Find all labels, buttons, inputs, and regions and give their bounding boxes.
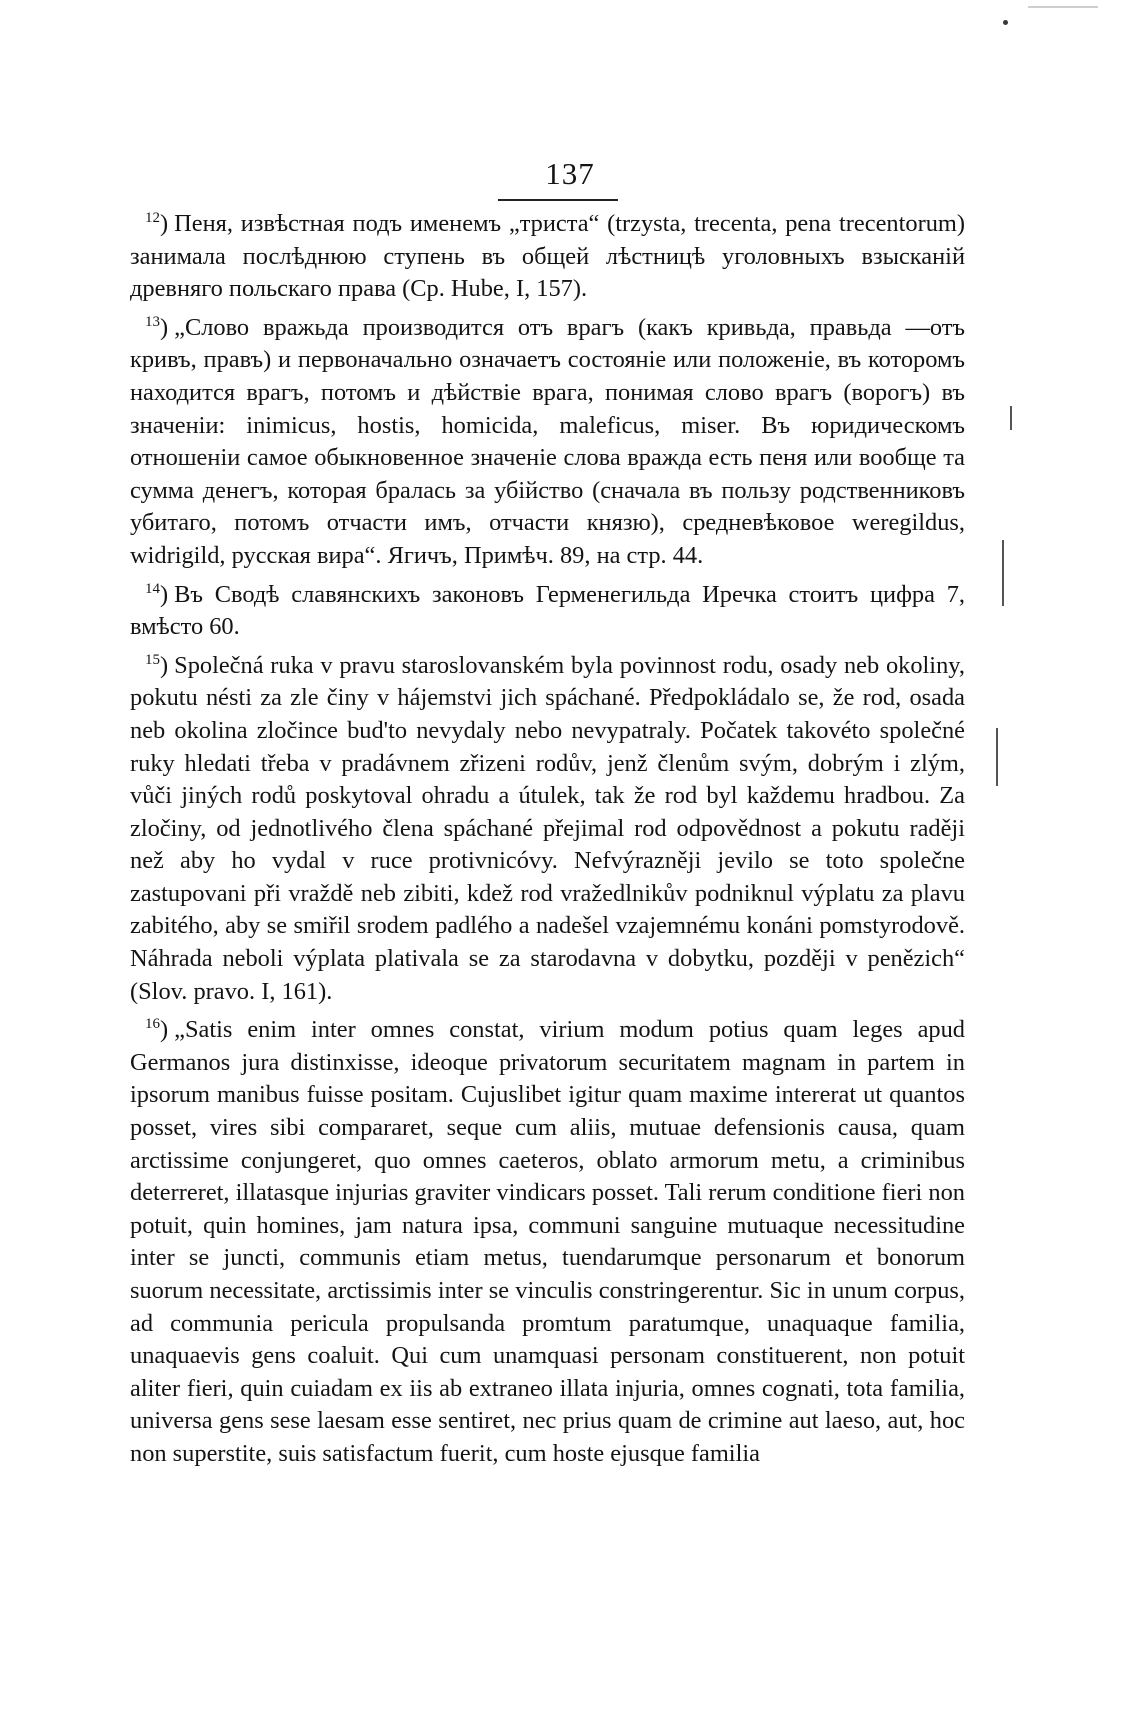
footnote-text: Пеня, извѣстная подъ именемъ „триста“ (trzysta, trecenta, pena trecentorum) занимала послѣднюю ступень въ общей лѣстницѣ уголовныхъ взысканій древняго польскаго права (Ср. Hube, I, 157). bbox=[130, 210, 965, 303]
footnote-text: „Satis enim inter omnes constat, virium modum potius quam leges apud Germanos jura distinxisse, ideoque privatorum securitatem magnam in partem in ipsorum manibus fuisse positam. Cujuslibet igitur quam maxime intererat ut quantos posset, vires sibi compararet, seque cum aliis, mutuae defensionis causa, quam arctissime conjungeret, quo omnes caeteros, oblato armorum metu, a criminibus deterreret, illatasque injurias graviter vindicars posset. Tali rerum conditione fieri non potuit, quin homines, jam natura ipsa, communi sanguine mutuaque necessitudine inter se juncti, communis etiam metus, tuendarumque personarum et bonorum suorum necessitate, arctissimis inter se vinculis constringerentur. Sic in unum corpus, ad communia pericula propulsanda promtum paratumque, unaquaque familia, unaquaevis gens coaluit. Qui cum unamquasi personam constituerent, non potuit aliter fieri, quin cuiadam ex iis ab extraneo illata injuria, omnes cognati, tota familia, universa gens sese laesam esse sentiret, nec prius quam de crimine aut laeso, aut, hoc non superstite, suis satisfactum fuerit, cum hoste ejusque familia bbox=[130, 1016, 965, 1467]
footnote-number: 15 bbox=[145, 651, 160, 668]
footnote-text: Společná ruka v pravu staroslovanském byla povinnost rodu, osady neb okoliny, pokutu nésti za zle činy v hájemstvi jich spáchané. Předpokládalo se, že rod, osada neb okolina zločince bud'to nevydaly nebo nevypatraly. Počatek takovéto společné ruky hledati třeba v pradávnem zřizeni rodův, jenž členům svým, dobrým i zlým, vůči jiných rodů poskytoval ohradu a útulek, tak že rod byl každemu hradbou. Za zločiny, od jednotlivého člena spáchané přejimal rod odpovědnost a pokutu raději než aby ho vydal v ruce protivnicóvy. Nefvýrazněji jevilo se toto společne zastupovani při vraždě neb zibiti, kdež rod vražedlnikův podniknul výplatu za plavu zabitého, aby se smiřil srodem padlého a nadešel vzajemnému konáni pomstyrodově. Náhrada neboli výplata plativala se za starodavna v dobytku, později v penězich“ (Slov. pravo. I, 161). bbox=[130, 651, 965, 1005]
margin-line-mark bbox=[996, 728, 998, 786]
page-number-rule bbox=[498, 199, 618, 201]
footnote-16: $^{16}$) „Satis enim inter omnes constat, virium modum potius quam leges apud Germanos jura distinxisse, ideoque privatorum securitatem magnam in partem in ipsorum manibus fuisse positam. Cujuslibet igitur quam maxime intererat ut quantos posset, vires sibi compararet, seque cum aliis, mutuae defensionis causa, quam arctissime conjungeret, quo omnes caeteros, oblato armorum metu, a criminibus deterreret, illatasque injurias graviter vindicars posset. Tali rerum conditione fieri non potuit, quin homines, jam natura ipsa, communi sanguine mutuaque necessitudine inter se juncti, communis etiam metus, tuendarumque personarum et bonorum suorum necessitate, arctissimis inter se vinculis constringerentur. Sic in unum corpus, ad communia pericula propulsanda promtum paratumque, unaquaque familia, unaquaevis gens coaluit. Qui cum unamquasi personam constituerent, non potuit aliter fieri, quin cuiadam ex iis ab extraneo illata injuria, omnes cognati, tota familia, universa gens sese laesam esse sentiret, nec prius quam de crimine aut laeso, aut, hoc non superstite, suis satisfactum fuerit, cum hoste ejusque familia bbox=[130, 1016, 965, 1467]
footnote-text: Въ Сводѣ славянскихъ законовъ Герменегильда Иречка стоитъ цифра 7, вмѣсто 60. bbox=[130, 580, 965, 641]
footnote-number: 12 bbox=[145, 210, 160, 226]
footnote-number: 13 bbox=[145, 313, 160, 330]
footnote-12: $^{12}$) Пеня, извѣстная подъ именемъ „триста“ (trzysta, trecenta, pena trecentorum) занимала послѣднюю ступень въ общей лѣстницѣ уголовныхъ взысканій древняго польскаго права (Ср. Hube, I, 157). bbox=[130, 210, 965, 303]
scan-edge-line bbox=[1028, 6, 1098, 8]
margin-line-mark bbox=[1010, 406, 1012, 430]
footnote-number: 16 bbox=[145, 1016, 160, 1033]
margin-line-mark bbox=[1002, 540, 1004, 606]
footnote-number: 14 bbox=[145, 580, 160, 597]
footnote-14: $^{14}$) Въ Сводѣ славянскихъ законовъ Герменегильда Иречка стоитъ цифра 7, вмѣсто 60. bbox=[130, 580, 965, 641]
footnote-13: $^{13}$) „Слово вражьда производится отъ врагъ (какъ кривьда, правьда —отъ кривъ, правъ) и первоначально означаетъ состояніе или положеніе, въ которомъ находится врагъ, потомъ и дѣйствіе врага, понимая слово врагъ (ворогъ) въ значеніи: inimicus, hostis, homicida, maleficus, miser. Въ юридическомъ отношеніи самое обыкновенное значеніе слова вражда есть пеня или вообще та сумма денегъ, которая бралась за убійство (сначала въ пользу родственниковъ убитаго, потомъ отчасти имъ, отчасти князю), средневѣковое weregildus, widrigild, русская вира“. Ягичъ, Примѣч. 89, на стр. 44. bbox=[130, 313, 965, 569]
page-number: 137 bbox=[545, 156, 595, 191]
footnote-text: „Слово вражьда производится отъ врагъ (какъ кривьда, правьда —отъ кривъ, правъ) и первоначально означаетъ состояніе или положеніе, въ которомъ находится врагъ, потомъ и дѣйствіе врага, понимая слово врагъ (ворогъ) въ значеніи: inimicus, hostis, homicida, maleficus, miser. Въ юридическомъ отношеніи самое обыкновенное значеніе слова вражда есть пеня или вообще та сумма денегъ, которая бралась за убійство (сначала въ пользу родственниковъ убитаго, потомъ отчасти имъ, отчасти князю), средневѣковое weregildus, widrigild, русская вира“. Ягичъ, Примѣч. 89, на стр. 44. bbox=[130, 313, 965, 569]
scan-dot-mark bbox=[1003, 20, 1008, 25]
footnote-15: $^{15}$) Společná ruka v pravu staroslovanském byla povinnost rodu, osady neb okoliny, pokutu nésti za zle činy v hájemstvi jich spáchané. Předpokládalo se, že rod, osada neb okolina zločince bud'to nevydaly nebo nevypatraly. Počatek takovéto společné ruky hledati třeba v pradávnem zřizeni rodův, jenž členům svým, dobrým i zlým, vůči jiných rodů poskytoval ohradu a útulek, tak že rod byl každemu hradbou. Za zločiny, od jednotlivého člena spáchané přejimal rod odpovědnost a pokutu raději než aby ho vydal v ruce protivnicóvy. Nefvýrazněji jevilo se toto společne zastupovani při vraždě neb zibiti, kdež rod vražedlnikův podniknul výplatu za plavu zabitého, aby se smiřil srodem padlého a nadešel vzajemnému konáni pomstyrodově. Náhrada neboli výplata plativala se za starodavna v dobytku, později v penězich“ (Slov. pravo. I, 161). bbox=[130, 651, 965, 1005]
footnotes-section bbox=[130, 208, 965, 1477]
